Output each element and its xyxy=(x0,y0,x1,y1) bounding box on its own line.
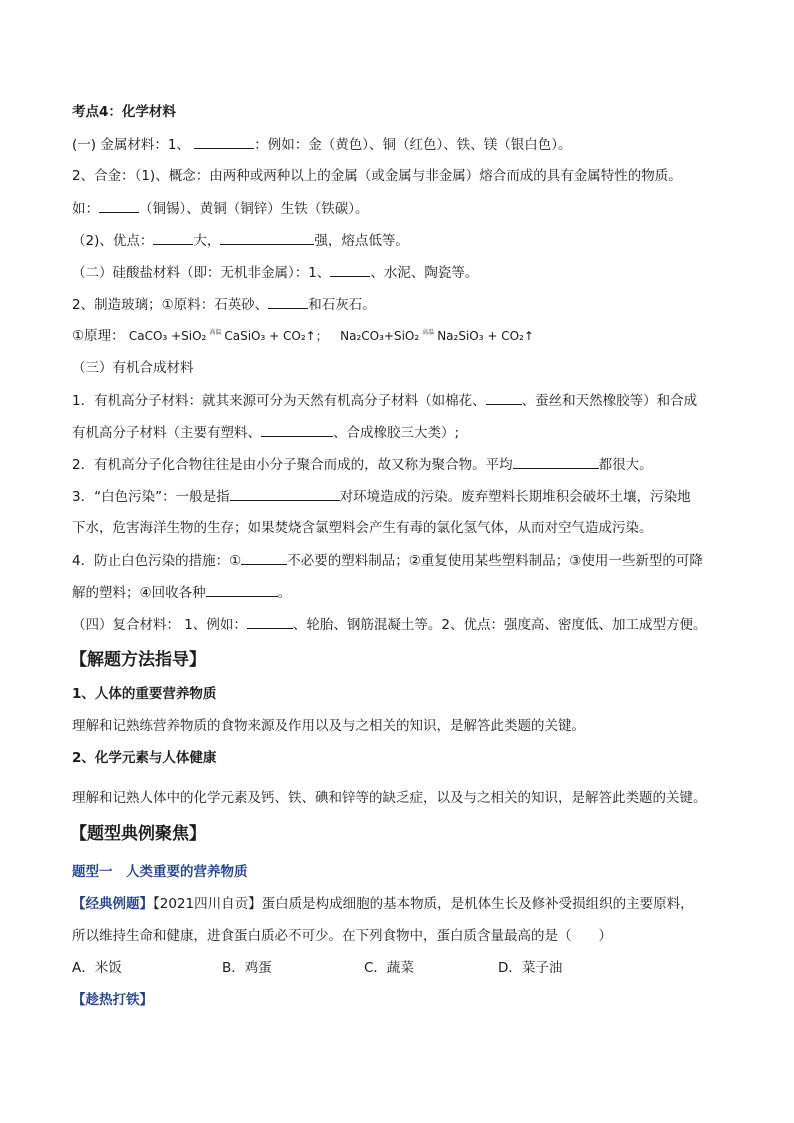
line-white-pollution-1: 3．“白色污染”：一般是指 对环境造成的污染。废弃塑料长期堆积会破坏土壤，污染地 xyxy=(72,486,754,507)
classic-example-tag: 【经典例题】 xyxy=(72,896,153,912)
fill-blank[interactable] xyxy=(220,230,314,245)
fill-blank[interactable] xyxy=(241,550,287,565)
line-alloy-concept: 2、合金：（1)、概念：由两种或两种以上的金属（或金属与非金属）熔合而成的具有金属特性的物质。 xyxy=(72,168,682,184)
line-prevention-1: 4．防止白色污染的措施：① 不必要的塑料制品；②重复使用某些塑料制品；③使用一些新型的可降 xyxy=(72,550,754,571)
question-type-1: 题型一 人类重要的营养物质 xyxy=(72,864,248,880)
option-b[interactable]: B．鸡蛋 xyxy=(222,960,272,976)
fill-blank[interactable] xyxy=(513,454,599,469)
fill-blank[interactable] xyxy=(261,422,333,437)
line-silicate-materials: （二）硅酸盐材料（即：无机非金属）：1、 、水泥、陶瓷等。 xyxy=(72,262,754,283)
fill-blank[interactable] xyxy=(206,582,278,597)
practice-tag: 【趁热打铁】 xyxy=(72,992,153,1008)
equation-2: Na₂CO₃+SiO₂ 高温 Na₂SiO₃ + CO₂↑ xyxy=(340,329,534,343)
method-item-1-text: 理解和记熟练营养物质的食物来源及作用以及与之相关的知识，是解答此类题的关键。 xyxy=(72,718,585,734)
line-glass-raw: 2、制造玻璃；①原料：石英砂、 和石灰石。 xyxy=(72,294,754,315)
method-item-1: 1、人体的重要营养物质 xyxy=(72,686,217,702)
line-white-pollution-2: 下水，危害海洋生物的生存；如果焚烧含氯塑料会产生有毒的氯化氢气体，从而对空气造成污染。 xyxy=(72,520,653,536)
example-question-line-1: 【经典例题】【2021四川自贡】蛋白质是构成细胞的基本物质，是机体生长及修补受损组织的主要原料， xyxy=(72,896,694,912)
example-question-line-2: 所以维持生命和健康，进食蛋白质必不可少。在下列食物中，蛋白质含量最高的是（ ） xyxy=(72,928,612,944)
line-organic-2: 2．有机高分子化合物往往是由小分子聚合而成的，故又称为聚合物。平均 都很大。 xyxy=(72,454,754,475)
fill-blank[interactable] xyxy=(330,262,370,277)
option-c[interactable]: C．蔬菜 xyxy=(364,960,414,976)
line-organic-1b: 有机高分子材料（主要有塑料、 、合成橡胶三大类）; xyxy=(72,422,754,443)
equation-1: CaCO₃ +SiO₂ 高温 CaSiO₃ + CO₂↑； xyxy=(128,329,328,343)
line-organic-heading: （三）有机合成材料 xyxy=(72,360,194,376)
fill-blank[interactable] xyxy=(268,294,308,309)
line-alloy-advantages: （2)、优点： 大， 强，熔点低等。 xyxy=(72,230,754,251)
section-title: 考点4：化学材料 xyxy=(72,104,176,120)
reaction-condition: 高温 xyxy=(422,329,435,336)
fill-blank[interactable] xyxy=(247,614,293,629)
fill-blank[interactable] xyxy=(486,390,522,405)
method-item-2-text: 理解和记熟人体中的化学元素及钙、铁、碘和锌等的缺乏症，以及与之相关的知识，是解答此类题的关键。 xyxy=(72,790,707,806)
line-metal-materials: (一) 金属材料：1、 ：例如：金（黄色）、铜（红色）、铁、镁（银白色）。 xyxy=(72,134,754,155)
fill-blank[interactable] xyxy=(99,198,139,213)
option-a[interactable]: A．米饭 xyxy=(72,960,122,976)
line-organic-1a: 1．有机高分子材料：就其来源可分为天然有机高分子材料（如棉花、 、蚕丝和天然橡胶等）和合成 xyxy=(72,390,754,411)
line-prevention-2: 解的塑料；④回收各种 。 xyxy=(72,582,754,603)
line-alloy-examples: 如： （铜锡）、黄铜（铜锌）生铁（铁碳）。 xyxy=(72,198,754,219)
reaction-condition: 高温 xyxy=(209,329,222,336)
line-composite: （四）复合材料： 1、例如： 、轮胎、钢筋混凝土等。2、优点：强度高、密度低、加工成型方便。 xyxy=(72,614,754,635)
heading-method-guide: 【解题方法指导】 xyxy=(70,650,206,670)
heading-typical-examples: 【题型典例聚焦】 xyxy=(70,824,206,844)
option-d[interactable]: D．菜子油 xyxy=(498,960,563,976)
method-item-2: 2、化学元素与人体健康 xyxy=(72,750,217,766)
line-glass-equations: ①原理： CaCO₃ +SiO₂ 高温 CaSiO₃ + CO₂↑； Na₂CO₃+SiO₂ 高温 Na₂SiO₃ + CO₂↑ xyxy=(72,328,534,344)
fill-blank[interactable] xyxy=(230,486,340,501)
fill-blank[interactable] xyxy=(194,134,254,149)
fill-blank[interactable] xyxy=(153,230,193,245)
